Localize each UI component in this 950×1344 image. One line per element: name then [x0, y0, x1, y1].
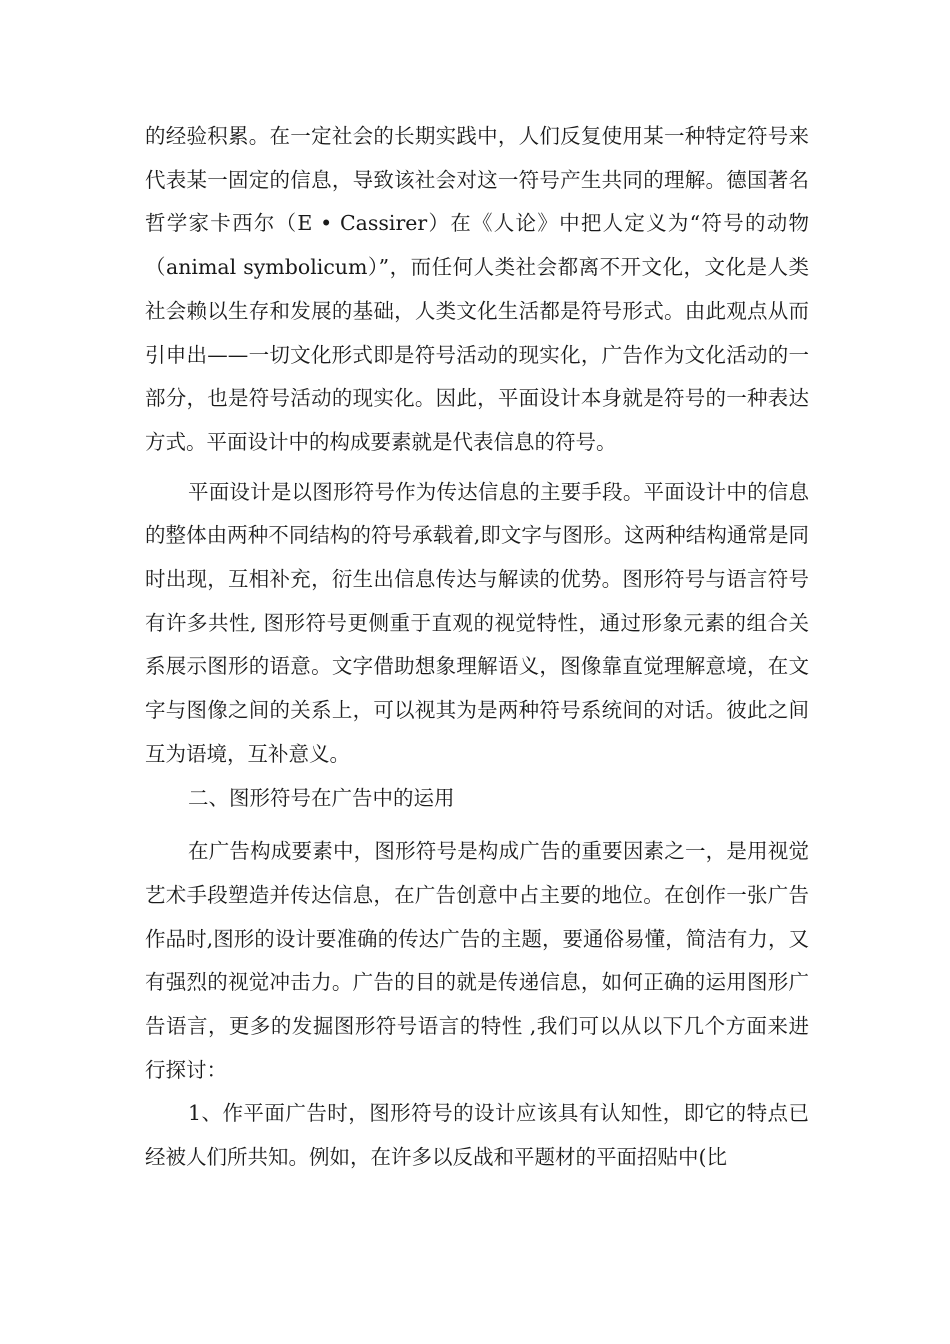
- paragraph-point-one: 1、作平面广告时，图形符号的设计应该具有认知性，即它的特点已经被人们所共知。例如，在许多以反战和平题材的平面招贴中(比: [145, 1101, 809, 1170]
- paragraph-graphic-design-symbols: 平面设计是以图形符号作为传达信息的主要手段。平面设计中的信息的整体由两种不同结构的符号承载着,即文字与图形。这两种结构通常是同时出现，互相补充，衍生出信息传达与解读的优势。图形符号与语言符号有许多共性, 图形符号更侧重于直观的视觉特性，通过形象元素的组合关系展示图形的语意。文字借助想象理解语义，图像靠直觉理解意境，在文字与图像之间的关系上，可以视其为是两种符号系统间的对话。彼此之间互为语境，互补意义。: [145, 479, 809, 766]
- section-heading: 二、图形符号在广告中的运用: [188, 785, 455, 810]
- document-page: [145, 115, 809, 1180]
- paragraph-symbol-definition: 的经验积累。在一定社会的长期实践中，人们反复使用某一种特定符号来代表某一固定的信息，导致该社会对这一符号产生共同的理解。德国著名哲学家卡西尔（E • Cassirer）在《人论》中把人定义为“符号的动物（animal symbolicum）”，而任何人类社会都离不开文化，文化是人类社会赖以生存和发展的基础，人类文化生活都是符号形式。由此观点从而引申出——一切文化形式即是符号活动的现实化，广告作为文化活动的一部分，也是符号活动的现实化。因此，平面设计本身就是符号的一种表达方式。平面设计中的构成要素就是代表信息的符号。: [145, 124, 809, 454]
- paragraph-advertising-graphics: 在广告构成要素中，图形符号是构成广告的重要因素之一，是用视觉艺术手段塑造并传达信息，在广告创意中占主要的地位。在创作一张广告作品时,图形的设计要准确的传达广告的主题，要通俗易懂，简洁有力，又有强烈的视觉冲击力。广告的目的就是传递信息，如何正确的运用图形广告语言，更多的发掘图形符号语言的特性 ,我们可以从以下几个方面来进行探讨：: [145, 839, 809, 1082]
